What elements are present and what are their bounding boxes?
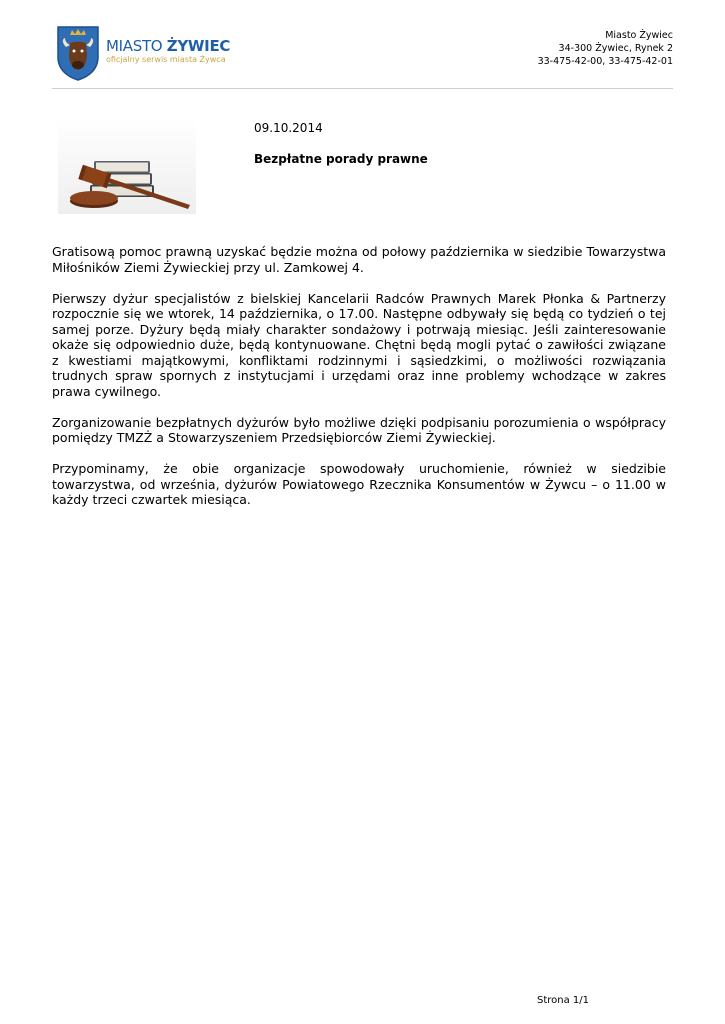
contact-city: Miasto Żywiec: [605, 30, 673, 41]
site-logo[interactable]: [56, 25, 236, 83]
article-title: Bezpłatne porady prawne: [254, 152, 428, 166]
contact-block: [538, 29, 673, 68]
article-date: 09.10.2014: [254, 121, 323, 135]
logo-name-bold: ŻYWIEC: [166, 37, 231, 55]
page-number: Strona 1/1: [537, 995, 590, 1006]
contact-address: 34-300 Żywiec, Rynek 2: [558, 43, 673, 54]
article-paragraph: Pierwszy dyżur specjalistów z bielskiej Kancelarii Radców Prawnych Marek Płonka & Partnerzy rozpocznie się we wtorek, 14 października, o 17.00. Następne odbywały się będą co tydzień o tej samej porze. Dyżury będą miały charakter sondażowy i potrwają miesiąc. Jeśli zainteresowanie okaże się odpowiednio duże, będą kontynuowane. Chętni będą mogli pytać o zawiłości związane z kwestiami majątkowymi, konfliktami rodzinnymi i sąsiedzkimi, o możliwości rozwiązania trudnych spraw spornych z instytucjami i urzędami oraz inne problemy wchodzące w zakres prawa cywilnego.: [52, 290, 666, 399]
logo-wordmark: [106, 37, 230, 55]
header-divider: [52, 88, 673, 89]
gavel-on-books-icon: [58, 119, 196, 214]
article-paragraph: Gratisową pomoc prawną uzyskać będzie można od połowy października w siedzibie Towarzystwa Miłośników Ziemi Żywieckiej przy ul. Zamkowej 4.: [52, 244, 666, 275]
logo-name-light: MIASTO: [106, 37, 167, 55]
article-paragraph: Przypominamy, że obie organizacje spowodowały uruchomienie, również w siedzibie towarzystwa, od września, dyżurów Powiatowego Rzecznika Konsumentów w Żywcu – o 11.00 w każdy trzeci czwartek miesiąca.: [52, 461, 666, 507]
logo-tagline: oficjalny serwis miasta Żywca: [106, 55, 226, 64]
article-paragraph: Zorganizowanie bezpłatnych dyżurów było możliwe dzięki podpisaniu porozumienia o współpracy pomiędzy TMZŻ a Stowarzyszeniem Przedsiębiorców Ziemi Żywieckiej.: [52, 414, 666, 445]
contact-phones: 33-475-42-00, 33-475-42-01: [537, 56, 673, 67]
article-body: [52, 244, 666, 523]
city-crest-icon: [56, 25, 100, 81]
